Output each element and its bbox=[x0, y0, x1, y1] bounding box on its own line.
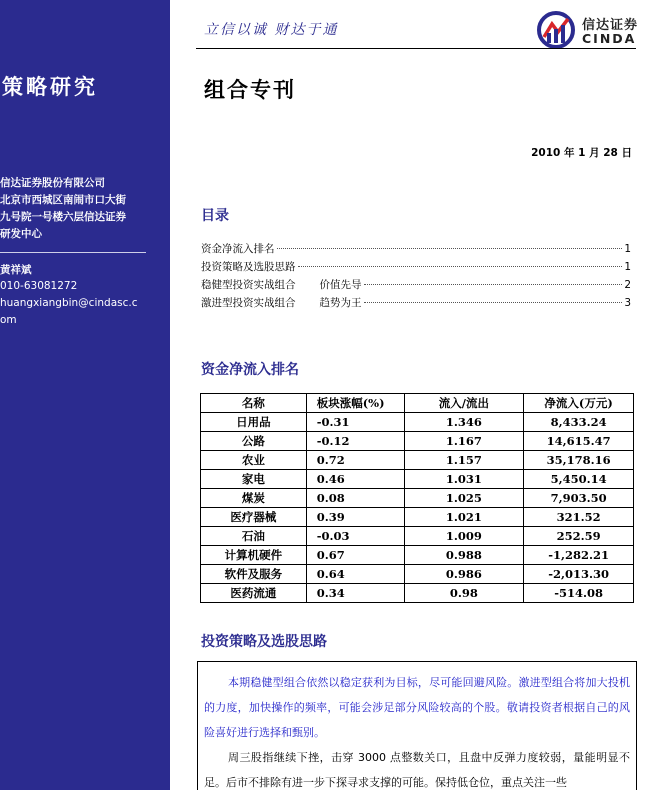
analyst-name: 黄祥斌 bbox=[0, 264, 32, 276]
table-row bbox=[201, 546, 634, 565]
inflow-outflow-ratio: 1.021 bbox=[404, 508, 524, 527]
sector-change: 0.72 bbox=[306, 451, 404, 470]
strategy-heading: 投资策略及选股思路 bbox=[201, 634, 327, 650]
toc-page-number: 1 bbox=[624, 261, 631, 273]
sector-name: 家电 bbox=[201, 470, 307, 489]
sector-change: 0.46 bbox=[306, 470, 404, 489]
inflow-outflow-ratio: 1.025 bbox=[404, 489, 524, 508]
market-paragraph: 周三股指继续下挫，击穿 3000 点整数关口，且盘中反弹力度较弱，量能明显不足。后市不排除有进一步下探寻求支撑的可能。保持低仓位，重点关注一些 bbox=[204, 751, 630, 789]
inflow-outflow-ratio: 0.988 bbox=[404, 546, 524, 565]
inflow-outflow-ratio: 1.157 bbox=[404, 451, 524, 470]
toc-page-number: 1 bbox=[624, 243, 631, 255]
net-inflow: 321.52 bbox=[524, 508, 634, 527]
address-line: 九号院一号楼六层信达证券 bbox=[0, 211, 126, 223]
sector-change: 0.67 bbox=[306, 546, 404, 565]
analyst-phone: 010-63081272 bbox=[0, 280, 78, 292]
sector-name: 石油 bbox=[201, 527, 307, 546]
address-line: 研发中心 bbox=[0, 228, 42, 240]
toc-entry-subtitle: 趋势为王 bbox=[319, 297, 362, 309]
address-line: 北京市西城区南闹市口大街 bbox=[0, 194, 126, 206]
toc-page-number: 3 bbox=[624, 297, 631, 309]
logo-english-text: CINDA bbox=[582, 31, 637, 46]
sector-name: 日用品 bbox=[201, 413, 307, 432]
toc-entry-label: 激进型投资实战组合 bbox=[201, 297, 296, 309]
net-inflow: 14,615.47 bbox=[524, 432, 634, 451]
analyst-email-continued[interactable]: om bbox=[0, 314, 17, 326]
table-row bbox=[201, 584, 634, 603]
sector-name: 公路 bbox=[201, 432, 307, 451]
sector-change: 0.08 bbox=[306, 489, 404, 508]
table-row bbox=[201, 527, 634, 546]
table-row bbox=[201, 489, 634, 508]
sector-name: 医疗器械 bbox=[201, 508, 307, 527]
toc-entry[interactable] bbox=[201, 277, 631, 291]
table-row bbox=[201, 451, 634, 470]
sector-change: -0.31 bbox=[306, 413, 404, 432]
company-logo bbox=[537, 10, 637, 50]
sector-change: -0.12 bbox=[306, 432, 404, 451]
sector-name: 农业 bbox=[201, 451, 307, 470]
ranking-heading: 资金净流入排名 bbox=[201, 362, 299, 378]
table-row bbox=[201, 432, 634, 451]
strategy-paragraph: 本期稳健型组合依然以稳定获利为目标，尽可能回避风险。激进型组合将加大投机的力度，加快操作的频率，可能会涉足部分风险较高的个股。敬请投资者根据自己的风险喜好进行选择和甄别。 bbox=[204, 676, 630, 739]
toc-entry-label: 稳健型投资实战组合 bbox=[201, 279, 296, 291]
table-row bbox=[201, 565, 634, 584]
toc-entry[interactable] bbox=[201, 259, 631, 273]
column-header-net-inflow: 净流入(万元) bbox=[524, 394, 634, 413]
document-title: 组合专刊 bbox=[204, 77, 296, 102]
logo-chinese-text: 信达证券 bbox=[582, 18, 639, 33]
header-divider bbox=[196, 48, 636, 49]
table-row bbox=[201, 413, 634, 432]
net-inflow: 252.59 bbox=[524, 527, 634, 546]
sector-change: 0.34 bbox=[306, 584, 404, 603]
sector-change: 0.39 bbox=[306, 508, 404, 527]
inflow-outflow-ratio: 1.031 bbox=[404, 470, 524, 489]
net-inflow: -514.08 bbox=[524, 584, 634, 603]
toc-entry[interactable] bbox=[201, 295, 631, 309]
net-inflow: 7,903.50 bbox=[524, 489, 634, 508]
inflow-outflow-ratio: 0.98 bbox=[404, 584, 524, 603]
column-header-change: 板块涨幅(%) bbox=[306, 394, 404, 413]
sidebar-title: 策略研究 bbox=[2, 74, 98, 99]
net-inflow: -2,013.30 bbox=[524, 565, 634, 584]
net-inflow: -1,282.21 bbox=[524, 546, 634, 565]
table-row bbox=[201, 508, 634, 527]
inflow-outflow-ratio: 1.167 bbox=[404, 432, 524, 451]
toc-leader bbox=[277, 248, 623, 249]
sector-name: 医药流通 bbox=[201, 584, 307, 603]
cinda-logo-icon bbox=[537, 11, 575, 49]
sector-name: 软件及服务 bbox=[201, 565, 307, 584]
inflow-outflow-ratio: 1.346 bbox=[404, 413, 524, 432]
net-inflow: 5,450.14 bbox=[524, 470, 634, 489]
strategy-text-box bbox=[197, 661, 637, 790]
inflow-outflow-ratio: 0.986 bbox=[404, 565, 524, 584]
sector-change: -0.03 bbox=[306, 527, 404, 546]
column-header-name: 名称 bbox=[201, 394, 307, 413]
toc-leader bbox=[298, 266, 623, 267]
sector-change: 0.64 bbox=[306, 565, 404, 584]
sidebar bbox=[0, 0, 170, 790]
toc-leader bbox=[364, 284, 623, 285]
toc-entry-label: 资金净流入排名 bbox=[201, 243, 275, 255]
slogan: 立信以诚 财达于通 bbox=[204, 22, 339, 38]
toc-entry[interactable] bbox=[201, 241, 631, 255]
report-date: 2010 年 1 月 28 日 bbox=[531, 147, 632, 159]
fund-inflow-table bbox=[200, 393, 634, 603]
toc-heading: 目录 bbox=[201, 208, 229, 224]
net-inflow: 8,433.24 bbox=[524, 413, 634, 432]
toc-entry-label: 投资策略及选股思路 bbox=[201, 261, 296, 273]
analyst-email[interactable]: huangxiangbin@cindasc.c bbox=[0, 297, 138, 309]
inflow-outflow-ratio: 1.009 bbox=[404, 527, 524, 546]
company-name: 信达证券股份有限公司 bbox=[0, 177, 105, 189]
table-header-row bbox=[201, 394, 634, 413]
net-inflow: 35,178.16 bbox=[524, 451, 634, 470]
sector-name: 计算机硬件 bbox=[201, 546, 307, 565]
sector-name: 煤炭 bbox=[201, 489, 307, 508]
sidebar-divider bbox=[0, 252, 146, 253]
toc-page-number: 2 bbox=[624, 279, 631, 291]
toc-leader bbox=[364, 302, 623, 303]
table-row bbox=[201, 470, 634, 489]
toc-entry-subtitle: 价值先导 bbox=[319, 279, 362, 291]
column-header-ratio: 流入/流出 bbox=[404, 394, 524, 413]
